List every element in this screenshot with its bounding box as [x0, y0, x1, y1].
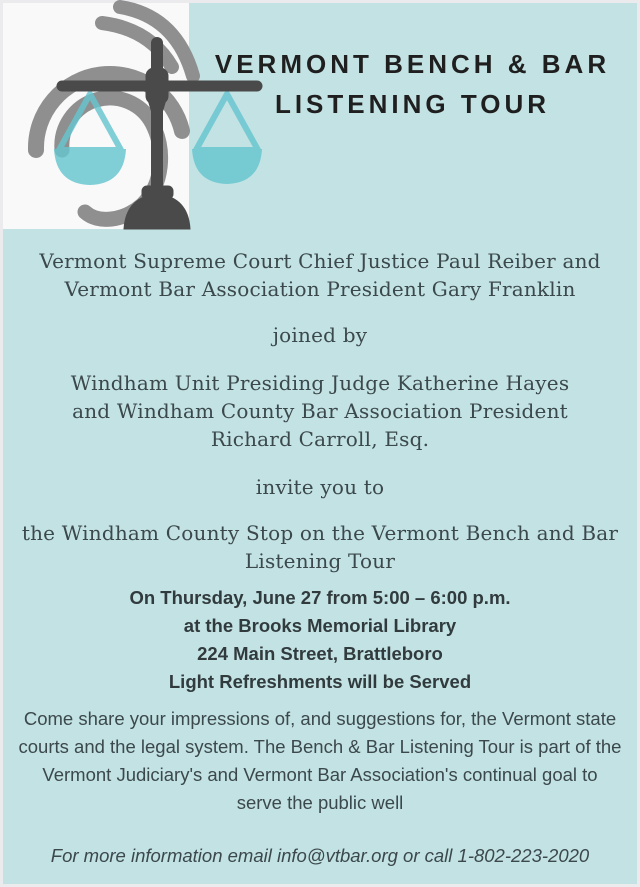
event-refreshments: Light Refreshments will be Served	[168, 671, 472, 692]
event-name-line-2: Listening Tour	[244, 549, 396, 573]
title-line-1: VERMONT BENCH & BAR	[214, 49, 611, 79]
event-details	[0, 584, 640, 696]
flyer-header	[0, 0, 640, 235]
page-title	[185, 44, 640, 124]
flyer-body	[0, 247, 640, 870]
windham-hosts-paragraph	[0, 369, 640, 453]
description-paragraph: Come share your impressions of, and suggestions for, the Vermont state courts and the legal system. The Bench & Bar Listening Tour is part of the Vermont Judiciary's and Vermont Bar Association's continual goal to serve the public well	[18, 708, 622, 813]
hosts-paragraph	[0, 247, 640, 303]
windham-line-1: Windham Unit Presiding Judge Katherine Hayes	[70, 371, 570, 395]
contact-info: For more information email info@vtbar.org or call 1-802-223-2020	[50, 845, 590, 866]
hosts-line-1: Vermont Supreme Court Chief Justice Paul Reiber and	[39, 249, 601, 273]
hosts-line-2: Vermont Bar Association President Gary Franklin	[64, 277, 576, 301]
windham-line-2: and Windham County Bar Association President	[72, 399, 568, 423]
sound-waves-icon	[102, 7, 193, 76]
event-name-paragraph	[0, 519, 640, 575]
event-date-time: On Thursday, June 27 from 5:00 – 6:00 p.m.	[129, 587, 511, 608]
event-address: 224 Main Street, Brattleboro	[197, 643, 443, 664]
event-name-line-1: the Windham County Stop on the Vermont Bench and Bar	[21, 521, 619, 545]
joined-by-text: joined by	[272, 323, 368, 347]
windham-line-3: Richard Carroll, Esq.	[210, 427, 430, 451]
event-venue: at the Brooks Memorial Library	[183, 615, 457, 636]
title-line-2: LISTENING TOUR	[274, 89, 551, 119]
invite-text: invite you to	[255, 475, 385, 499]
